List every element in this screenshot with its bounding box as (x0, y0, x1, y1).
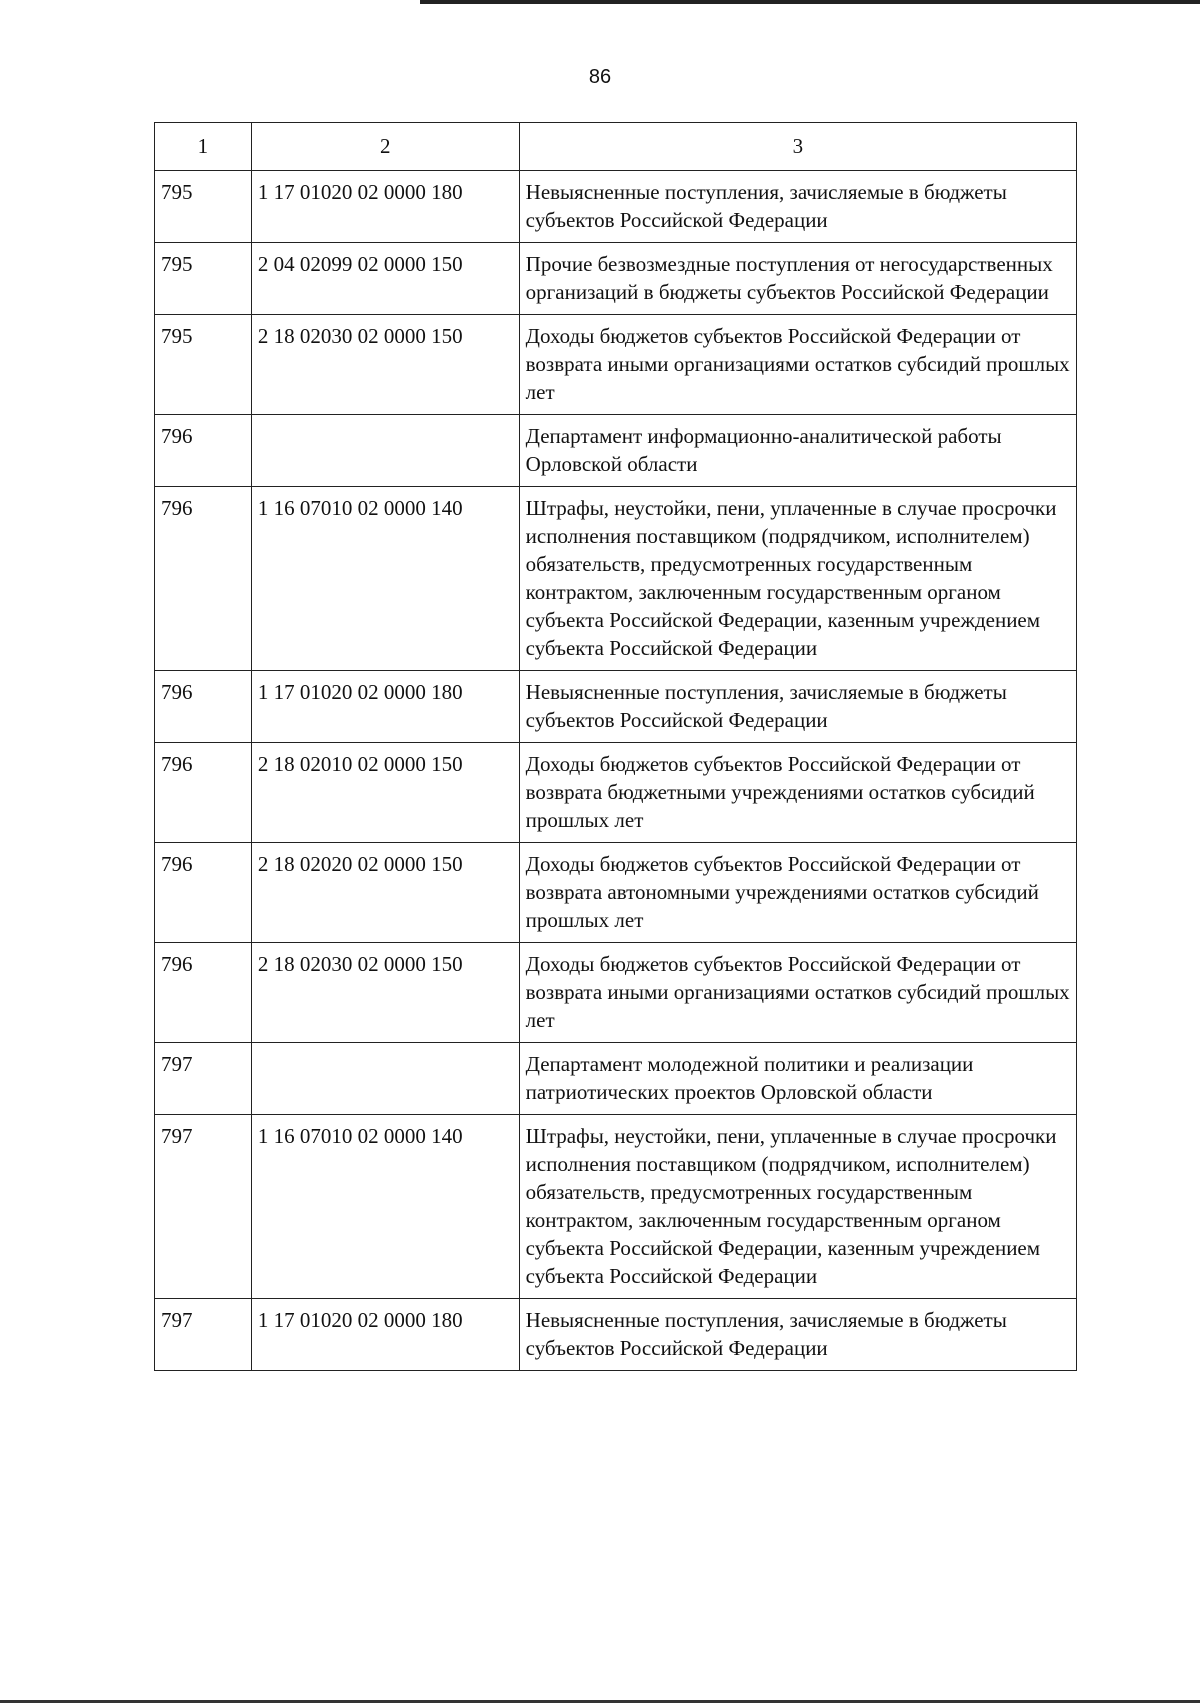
description-cell: Доходы бюджетов субъектов Российской Федерации от возврата бюджетными учреждениями остатков субсидий прошлых лет (519, 743, 1076, 843)
table-row (155, 671, 1077, 743)
header-col-3: 3 (519, 123, 1076, 171)
budget-code-cell (251, 1043, 519, 1115)
admin-code-cell: 795 (155, 171, 252, 243)
page-number: 86 (588, 66, 612, 88)
description-cell: Невыясненные поступления, зачисляемые в бюджеты субъектов Российской Федерации (519, 671, 1076, 743)
description-cell: Прочие безвозмездные поступления от негосударственных организаций в бюджеты субъектов Российской Федерации (519, 243, 1076, 315)
table-row (155, 1043, 1077, 1115)
budget-code-cell: 2 04 02099 02 0000 150 (251, 243, 519, 315)
budget-code-cell: 2 18 02010 02 0000 150 (251, 743, 519, 843)
budget-code-cell: 2 18 02030 02 0000 150 (251, 315, 519, 415)
description-cell: Штрафы, неустойки, пени, уплаченные в случае просрочки исполнения поставщиком (подрядчиком, исполнителем) обязательств, предусмотренных государственным контрактом, заключенным государственным органом субъекта Российской Федерации, казенным учреждением субъекта Российской Федерации (519, 487, 1076, 671)
table-row (155, 315, 1077, 415)
description-cell: Доходы бюджетов субъектов Российской Федерации от возврата автономными учреждениями остатков субсидий прошлых лет (519, 843, 1076, 943)
budget-code-cell: 2 18 02020 02 0000 150 (251, 843, 519, 943)
admin-code-cell: 796 (155, 743, 252, 843)
header-col-2: 2 (251, 123, 519, 171)
bottom-border-line (0, 1700, 1200, 1703)
table-row (155, 1299, 1077, 1371)
admin-code-cell: 796 (155, 843, 252, 943)
table-row (155, 743, 1077, 843)
table-row (155, 243, 1077, 315)
top-border-line (420, 0, 1200, 4)
description-cell: Департамент информационно-аналитической работы Орловской области (519, 415, 1076, 487)
description-cell: Невыясненные поступления, зачисляемые в бюджеты субъектов Российской Федерации (519, 1299, 1076, 1371)
admin-code-cell: 797 (155, 1115, 252, 1299)
table-row (155, 171, 1077, 243)
description-cell: Штрафы, неустойки, пени, уплаченные в случае просрочки исполнения поставщиком (подрядчиком, исполнителем) обязательств, предусмотренных государственным контрактом, заключенным государственным органом субъекта Российской Федерации, казенным учреждением субъекта Российской Федерации (519, 1115, 1076, 1299)
header-col-1: 1 (155, 123, 252, 171)
table-row (155, 487, 1077, 671)
admin-code-cell: 797 (155, 1043, 252, 1115)
admin-code-cell: 796 (155, 671, 252, 743)
table-body (155, 171, 1077, 1371)
table-row (155, 1115, 1077, 1299)
table-row (155, 843, 1077, 943)
admin-code-cell: 797 (155, 1299, 252, 1371)
description-cell: Департамент молодежной политики и реализации патриотических проектов Орловской области (519, 1043, 1076, 1115)
budget-code-cell: 1 16 07010 02 0000 140 (251, 487, 519, 671)
table-header-row (155, 123, 1077, 171)
budget-code-cell: 1 16 07010 02 0000 140 (251, 1115, 519, 1299)
budget-code-cell (251, 415, 519, 487)
budget-code-cell: 1 17 01020 02 0000 180 (251, 671, 519, 743)
description-cell: Доходы бюджетов субъектов Российской Федерации от возврата иными организациями остатков субсидий прошлых лет (519, 943, 1076, 1043)
admin-code-cell: 796 (155, 943, 252, 1043)
admin-code-cell: 795 (155, 243, 252, 315)
revenue-codes-table (154, 122, 1077, 1371)
description-cell: Невыясненные поступления, зачисляемые в бюджеты субъектов Российской Федерации (519, 171, 1076, 243)
budget-code-cell: 1 17 01020 02 0000 180 (251, 171, 519, 243)
budget-code-cell: 1 17 01020 02 0000 180 (251, 1299, 519, 1371)
table-row (155, 415, 1077, 487)
budget-code-cell: 2 18 02030 02 0000 150 (251, 943, 519, 1043)
admin-code-cell: 795 (155, 315, 252, 415)
description-cell: Доходы бюджетов субъектов Российской Федерации от возврата иными организациями остатков субсидий прошлых лет (519, 315, 1076, 415)
admin-code-cell: 796 (155, 415, 252, 487)
admin-code-cell: 796 (155, 487, 252, 671)
table-row (155, 943, 1077, 1043)
